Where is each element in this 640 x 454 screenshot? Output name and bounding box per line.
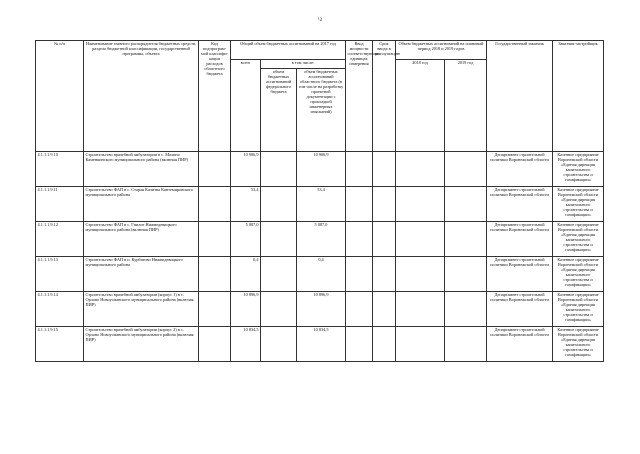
row-customer: Департамент строительной политики Воронежской области — [487, 152, 553, 187]
row-name: Строительство врачебной амбулатории в с. Малино Каменкинского муниципального района (включая ПИР) — [84, 152, 199, 187]
row-builder: Казенное предприятие Воронежской области «Единая дирекция капитального строительства и газификации» — [553, 257, 604, 292]
header-builder: Заказчик-застройщик — [553, 41, 604, 152]
row-reg: 10 896,9 — [297, 292, 346, 327]
row-name: Строительство врачебной амбулатории (корпус 1) в с. Орлово Новоусманского муниципального района (включая ПИР) — [84, 292, 199, 327]
row-reg: 0,4 — [297, 257, 346, 292]
row-fed — [261, 327, 297, 362]
row-fed — [261, 152, 297, 187]
row-num: 4.1.1.1.9.15 — [36, 327, 84, 362]
header-2019: 2019 год — [445, 60, 487, 152]
table-body — [36, 152, 604, 362]
row-name: Строительство ФАП в с. Старая Калитва Кантемировского муниципального района — [84, 187, 199, 222]
table-header — [36, 41, 604, 152]
row-fed — [261, 292, 297, 327]
row-total: 10 834,5 — [231, 327, 261, 362]
header-capacity: Ввод мощности соответствующих единицах измерения — [346, 41, 373, 152]
row-reg: 10 834,5 — [297, 327, 346, 362]
row-customer: Департамент строительной политики Воронежской области — [487, 257, 553, 292]
row-fed — [261, 257, 297, 292]
table-row — [36, 327, 604, 362]
row-reg: 53,4 — [297, 187, 346, 222]
header-customer: Государственный заказчик — [487, 41, 553, 152]
row-num: 4.1.1.1.9.11 — [36, 187, 84, 222]
table-row — [36, 257, 604, 292]
header-fed: объем бюджетных ассигнований федерального бюджета — [261, 69, 297, 152]
row-num: 4.1.1.1.9.10 — [36, 152, 84, 187]
header-term: Срок ввода в эксплуатацию — [373, 41, 396, 152]
row-name: Строительство врачебной амбулатории (корпус 2) в с. Орлово Новоусманского муниципального района (включая ПИР) — [84, 327, 199, 362]
row-num: 4.1.1.1.9.14 — [36, 292, 84, 327]
row-total: 10 906,9 — [231, 152, 261, 187]
header-2018: 2018 год — [396, 60, 445, 152]
row-customer: Департамент строительной политики Воронежской области — [487, 187, 553, 222]
row-total: 0,4 — [231, 257, 261, 292]
table-row — [36, 292, 604, 327]
row-total: 10 896,9 — [231, 292, 261, 327]
row-reg: 10 906,9 — [297, 152, 346, 187]
row-customer: Департамент строительной политики Воронежской области — [487, 222, 553, 257]
table-row — [36, 152, 604, 187]
header-total-2017: Общий объем бюджетных ассигнований на 2017 год — [231, 41, 346, 60]
header-name: Наименование главного распорядителя бюджетных средств, раздела бюджетной классификации, государственной программы, объекта — [84, 41, 199, 152]
row-reg: 5 087,0 — [297, 222, 346, 257]
table-row — [36, 187, 604, 222]
row-total: 5 087,0 — [231, 222, 261, 257]
header-plan: Объем бюджетных ассигнований на плановый период 2018 и 2019 годов — [396, 41, 487, 60]
row-name: Строительство ФАП в п. Курбатово Нижнедевицкого муниципального района — [84, 257, 199, 292]
row-num: 4.1.1.1.9.12 — [36, 222, 84, 257]
row-builder: Казенное предприятие Воронежской области «Единая дирекция капитального строительства и газификации» — [553, 187, 604, 222]
row-fed — [261, 222, 297, 257]
page-number: ¹2 — [317, 17, 323, 23]
header-total: всего — [231, 60, 261, 152]
row-builder: Казенное предприятие Воронежской области «Единая дирекция капитального строительства и газификации» — [553, 327, 604, 362]
row-customer: Департамент строительной политики Воронежской области — [487, 292, 553, 327]
budget-table — [35, 40, 604, 362]
row-name: Строительство ФАП в с. Гнилое Нижнедевицкого муниципального района (включая ПИР) — [84, 222, 199, 257]
row-num: 4.1.1.1.9.13 — [36, 257, 84, 292]
row-fed — [261, 187, 297, 222]
row-total: 53,4 — [231, 187, 261, 222]
row-builder: Казенное предприятие Воронежской области «Единая дирекция капитального строительства и газификации» — [553, 292, 604, 327]
row-customer: Департамент строительной политики Воронежской области — [487, 327, 553, 362]
row-builder: Казенное предприятие Воронежской области «Единая дирекция капитального строительства и газификации» — [553, 152, 604, 187]
header-code: Код подпрограм-мой классифи-кации расходов областного бюджета — [199, 41, 231, 152]
header-reg: объем бюджетных ассигнований областного бюджета (в том числе на разработку проектной документации с прокладкой инженерных изысканий) — [297, 69, 346, 152]
header-incl: в том числе: — [261, 60, 346, 69]
table-row — [36, 222, 604, 257]
header-num: № п/п — [36, 41, 84, 152]
row-builder: Казенное предприятие Воронежской области «Единая дирекция капитального строительства и газификации» — [553, 222, 604, 257]
